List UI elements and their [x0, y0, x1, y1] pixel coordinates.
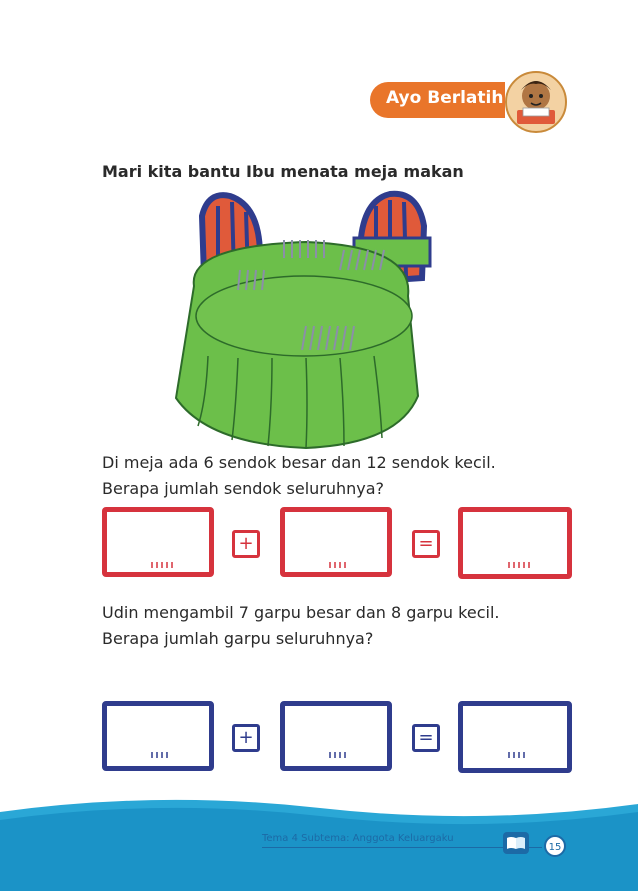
spoon-icon	[507, 562, 535, 568]
dining-table-illustration	[168, 186, 444, 454]
question-spoons-line2: Berapa jumlah sendok seluruhnya?	[102, 479, 385, 498]
question-forks	[102, 600, 499, 652]
question-forks-line1: Udin mengambil 7 garpu besar dan 8 garpu kecil.	[102, 603, 500, 622]
answer-box-small-forks[interactable]	[280, 701, 392, 771]
question-spoons	[102, 450, 496, 502]
plus-sign: +	[232, 530, 260, 558]
answer-box-total-spoons[interactable]	[458, 507, 572, 579]
intro-text: Mari kita bantu Ibu menata meja makan	[102, 162, 464, 181]
question-forks-line2: Berapa jumlah garpu seluruhnya?	[102, 629, 374, 648]
footer-divider	[262, 847, 542, 848]
equals-sign: =	[412, 530, 440, 558]
boy-reading-icon	[503, 70, 569, 134]
equals-sign: =	[412, 724, 440, 752]
spoon-icon	[328, 562, 352, 568]
answer-box-total-forks[interactable]	[458, 701, 572, 773]
answer-box-big-forks[interactable]	[102, 701, 214, 771]
page-number: 15	[544, 835, 566, 857]
fork-icon	[507, 752, 531, 758]
fork-icon	[150, 752, 174, 758]
fork-icon	[328, 752, 352, 758]
spoon-icon	[150, 562, 178, 568]
footer-theme: Tema 4 Subtema: Anggota Keluargaku	[262, 833, 454, 844]
question-spoons-line1: Di meja ada 6 sendok besar dan 12 sendok kecil.	[102, 453, 496, 472]
book-icon	[503, 832, 529, 854]
plus-sign: +	[232, 724, 260, 752]
section-title: Ayo Berlatih	[386, 88, 504, 108]
